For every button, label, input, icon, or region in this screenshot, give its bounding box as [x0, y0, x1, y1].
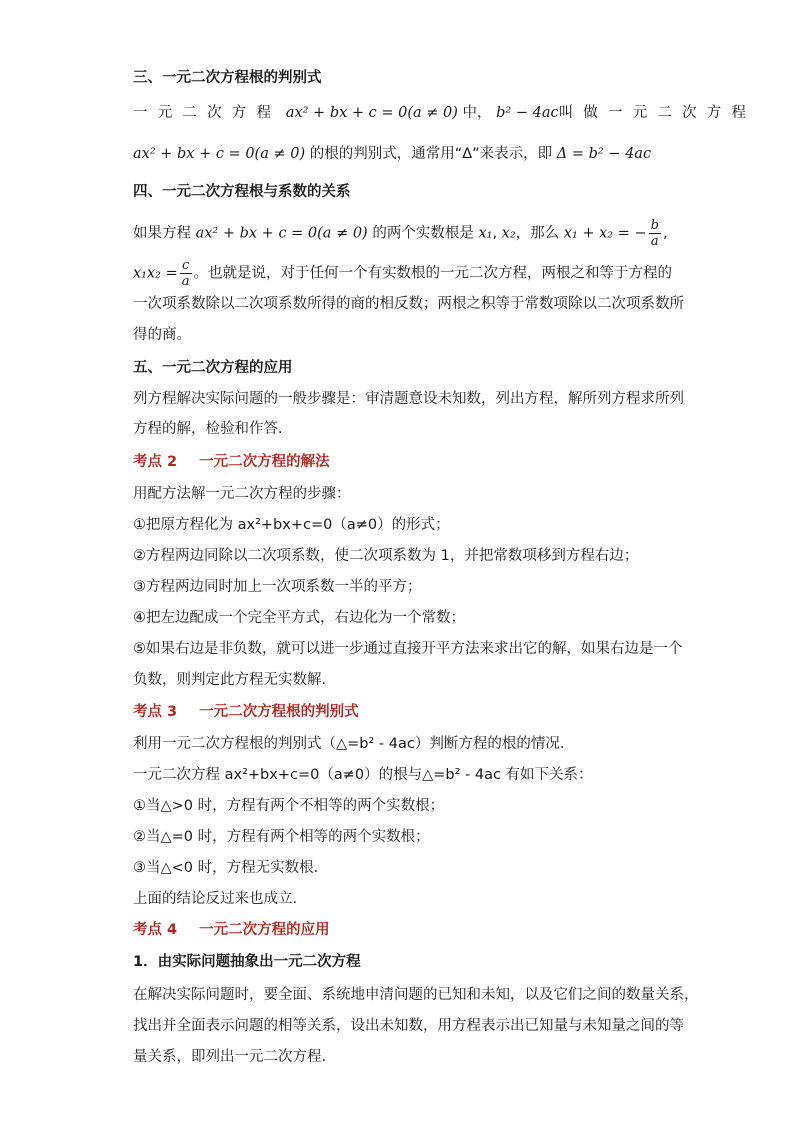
case-negative: ③当△<0 时，方程无实数根.: [133, 860, 319, 876]
abstraction-line-2: 找出并全面表示问题的相等关系，设出未知数，用方程表示出已知量与未知量之间的等: [133, 1018, 684, 1034]
discriminant-usage: 利用一元二次方程根的判别式（△=b² - 4ac）判断方程的根的情况.: [133, 736, 565, 752]
vieta-line-3: 一次项系数除以二次项系数所得的商的相反数；两根之积等于常数项除以二次项系数所: [133, 296, 684, 312]
abstraction-line-3: 量关系，即列出一元二次方程.: [133, 1049, 327, 1065]
case-zero: ②当△=0 时，方程有两个相等的两个实数根；: [133, 829, 430, 845]
vieta-line-1: 如果方程 ax² + bx + c = 0(a ≠ 0) 的两个实数根是 x₁, x₂，那么 x₁ + x₂ = − $\frac{b}{a}$ ,: [133, 218, 668, 249]
discriminant-relation: 一元二次方程 ax²+bx+c=0（a≠0）的根与△=b² - 4ac 有如下关系：: [133, 767, 593, 783]
application-line-2: 方程的解，检验和作答.: [133, 421, 283, 437]
fraction-c-over-a: $\frac{c}{a}$: [181, 258, 190, 289]
application-line-1: 列方程解决实际问题的一般步骤是：审清题意设未知数，列出方程，解所列方程求所列: [133, 391, 684, 407]
kaodian-label: 考点 4: [133, 922, 178, 938]
case-positive: ①当△>0 时，方程有两个不相等的两个实数根；: [133, 798, 445, 814]
step-3: ③方程两边同时加上一次项系数一半的平方；: [133, 579, 422, 595]
kaodian-label: 考点 2: [133, 454, 178, 470]
sum-of-roots: x₁ + x₂ = −: [563, 225, 647, 242]
converse-note: 上面的结论反过来也成立.: [133, 891, 298, 907]
vieta-line-4: 得的商。: [133, 327, 191, 343]
kaodian-3-heading: [133, 702, 359, 722]
discriminant-definition-line-1: 一元二次方程 ax² + bx + c = 0(a ≠ 0) 中， b² − 4ac叫做一元二次方程: [133, 105, 757, 121]
root-x2: x₂: [501, 225, 516, 242]
discriminant-definition-line-2: ax² + bx + c = 0(a ≠ 0) 的根的判别式，通常用“Δ”来表示，即 Δ = b² − 4ac: [133, 146, 652, 162]
fraction-b-over-a: $\frac{b}{a}$: [650, 218, 659, 249]
section-heading-vieta: 四、一元二次方程根与系数的关系: [133, 184, 351, 200]
abstraction-line-1: 在解决实际问题时，要全面、系统地申清问题的已知和未知，以及它们之间的数量关系，: [133, 987, 699, 1003]
discriminant-formula: Δ = b² − 4ac: [556, 146, 652, 162]
subheading-abstraction: 1．由实际问题抽象出一元二次方程: [133, 954, 361, 970]
discriminant-expression: b² − 4ac: [496, 105, 559, 121]
kaodian-title: 一元二次方程的应用: [199, 922, 330, 938]
kaodian-4-heading: [133, 920, 330, 940]
root-x1: x₁: [478, 225, 493, 242]
vieta-line-2: x₁x₂ = $\frac{c}{a}$ 。也就是说，对于任何一个有实数根的一元二次方程，两根之和等于方程的: [133, 258, 673, 289]
section-heading-application: 五、一元二次方程的应用: [133, 360, 293, 376]
step-2: ②方程两边同除以二次项系数，使二次项系数为 1，并把常数项移到方程右边；: [133, 548, 639, 564]
step-1: ①把原方程化为 ax²+bx+c=0（a≠0）的形式；: [133, 517, 450, 533]
kaodian-title: 一元二次方程根的判别式: [199, 704, 359, 720]
step-4: ④把左边配成一个完全平方式，右边化为一个常数；: [133, 610, 465, 626]
kaodian-title: 一元二次方程的解法: [199, 454, 330, 470]
section-heading-discriminant: 三、一元二次方程根的判别式: [133, 70, 322, 86]
equation: ax² + bx + c = 0(a ≠ 0): [133, 146, 306, 162]
step-5-line-2: 负数，则判定此方程无实数解.: [133, 672, 327, 688]
kaodian-2-heading: [133, 452, 330, 472]
completing-square-intro: 用配方法解一元二次方程的步骤：: [133, 486, 351, 502]
step-5-line-1: ⑤如果右边是非负数，就可以进一步通过直接开平方法来求出它的解，如果右边是一个: [133, 641, 683, 657]
equation: ax² + bx + c = 0(a ≠ 0): [285, 105, 458, 121]
product-of-roots: x₁x₂ =: [133, 265, 178, 282]
kaodian-label: 考点 3: [133, 704, 178, 720]
equation: ax² + bx + c = 0(a ≠ 0): [195, 225, 368, 242]
